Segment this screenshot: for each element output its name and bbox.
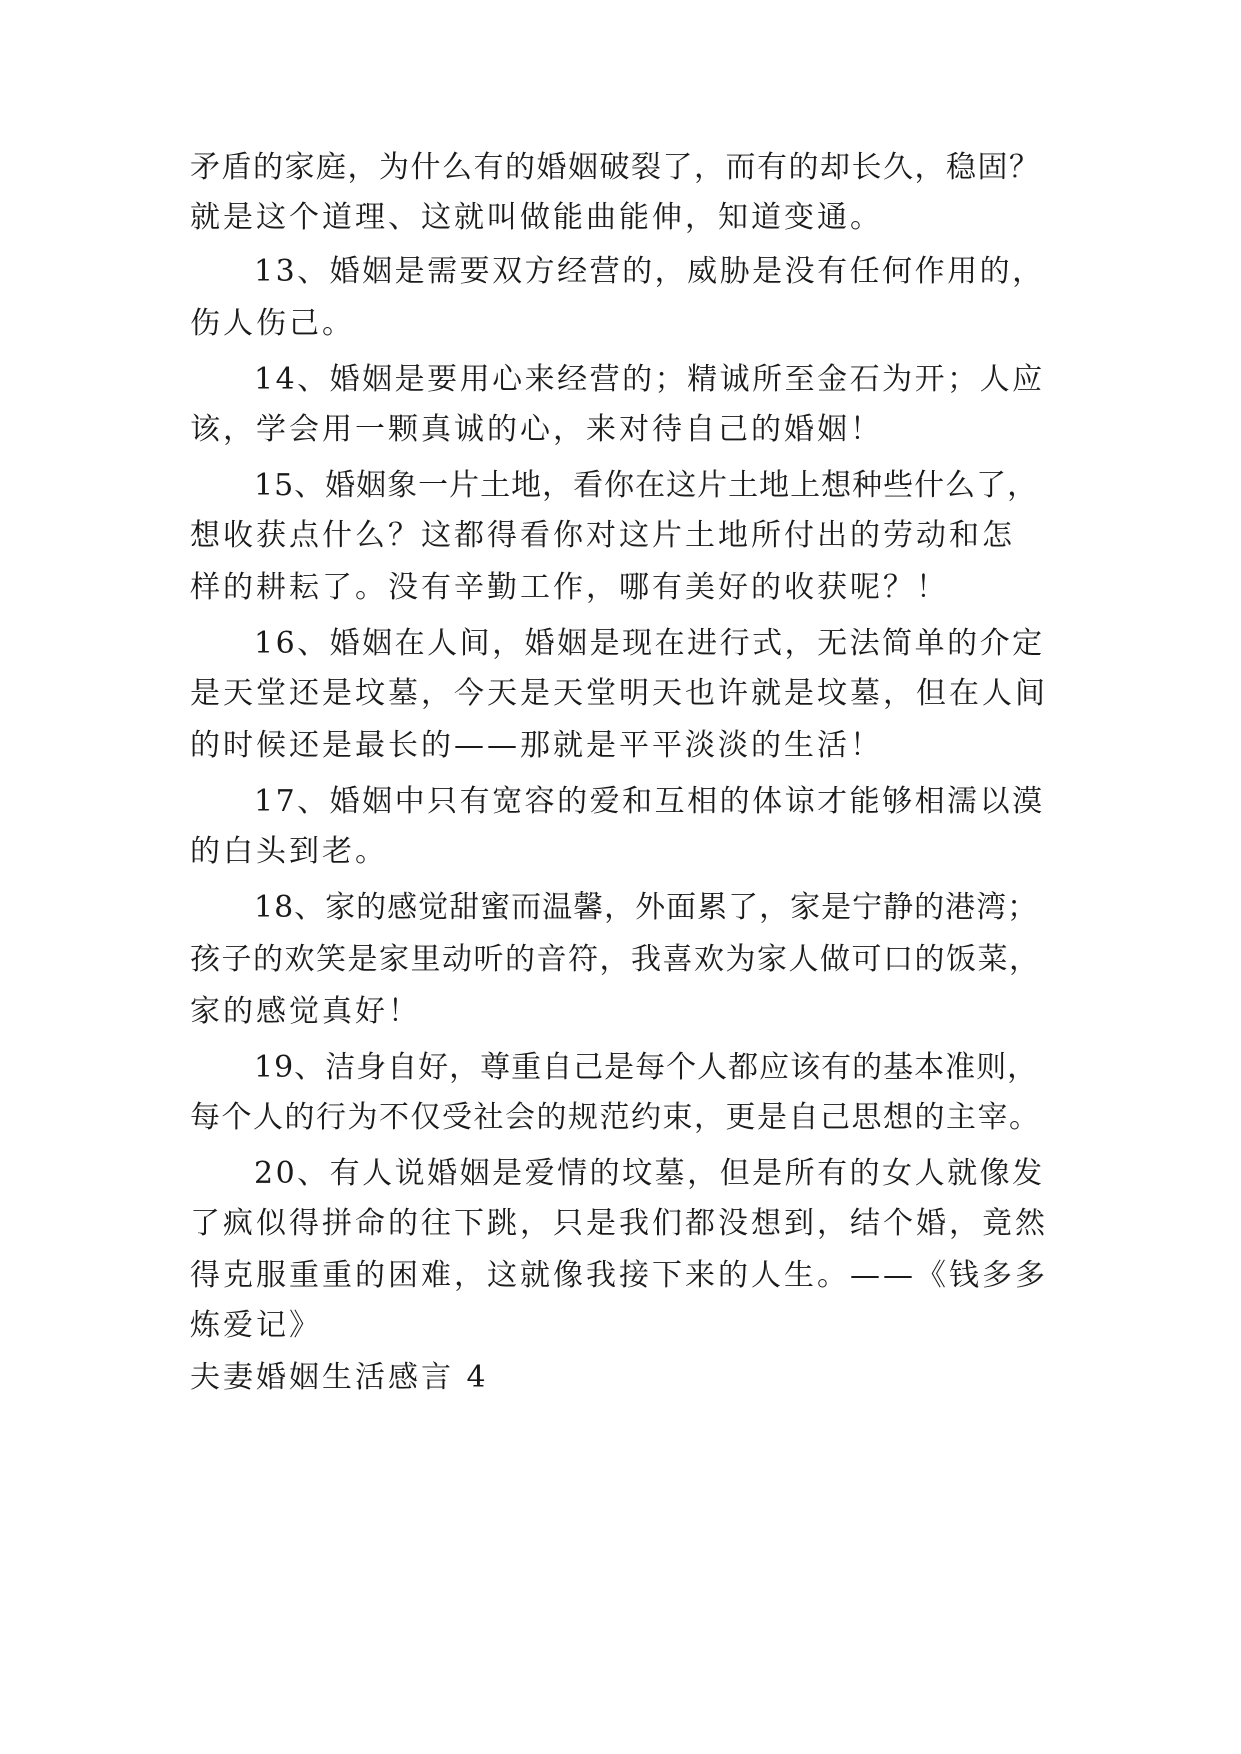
text-line: 该，学会用一颗真诚的心，来对待自己的婚姻！ xyxy=(190,412,883,447)
text-line: 矛盾的家庭，为什么有的婚姻破裂了，而有的却长久，稳固？ xyxy=(190,150,1041,185)
text-line: 了疯似得拼命的往下跳，只是我们都没想到，结个婚，竟然 xyxy=(190,1206,1048,1241)
text-line: 的白头到老。 xyxy=(190,834,388,869)
text-line: 孩子的欢笑是家里动听的音符，我喜欢为家人做可口的饭菜， xyxy=(190,942,1041,977)
paragraph-17-line: 17、婚姻中只有宽容的爱和互相的体谅才能够相濡以漠 xyxy=(254,784,1045,819)
text-line: 想收获点什么？这都得看你对这片土地所付出的劳动和怎 xyxy=(190,518,1015,553)
text-line: 是天堂还是坟墓，今天是天堂明天也许就是坟墓，但在人间 xyxy=(190,676,1048,711)
text-line: 样的耕耘了。没有辛勤工作，哪有美好的收获呢？！ xyxy=(190,570,949,605)
paragraph-13-line: 13、婚姻是需要双方经营的，威胁是没有任何作用的， xyxy=(254,254,1045,289)
text-line: 家的感觉真好！ xyxy=(190,994,421,1029)
paragraph-20-line: 20、有人说婚姻是爱情的坟墓，但是所有的女人就像发 xyxy=(254,1156,1045,1191)
text-line: 的时候还是最长的——那就是平平淡淡的生活！ xyxy=(190,728,883,763)
text-line: 伤人伤己。 xyxy=(190,306,355,341)
paragraph-15-line: 15、婚姻象一片土地，看你在这片土地上想种些什么了， xyxy=(254,468,1039,503)
text-line: 得克服重重的困难，这就像我接下来的人生。——《钱多多 xyxy=(190,1258,1048,1293)
paragraph-19-line: 19、洁身自好，尊重自己是每个人都应该有的基本准则， xyxy=(254,1050,1039,1085)
section-heading: 夫妻婚姻生活感言 4 xyxy=(190,1360,489,1395)
paragraph-14-line: 14、婚姻是要用心来经营的；精诚所至金石为开；人应 xyxy=(254,362,1045,397)
text-line: 每个人的行为不仅受社会的规范约束，更是自己思想的主宰。 xyxy=(190,1100,1041,1135)
paragraph-18-line: 18、家的感觉甜蜜而温馨，外面累了，家是宁静的港湾； xyxy=(254,890,1039,925)
text-line: 炼爱记》 xyxy=(190,1308,322,1343)
text-line: 就是这个道理、这就叫做能曲能伸，知道变通。 xyxy=(190,200,883,235)
paragraph-16-line: 16、婚姻在人间，婚姻是现在进行式，无法简单的介定 xyxy=(254,626,1045,661)
